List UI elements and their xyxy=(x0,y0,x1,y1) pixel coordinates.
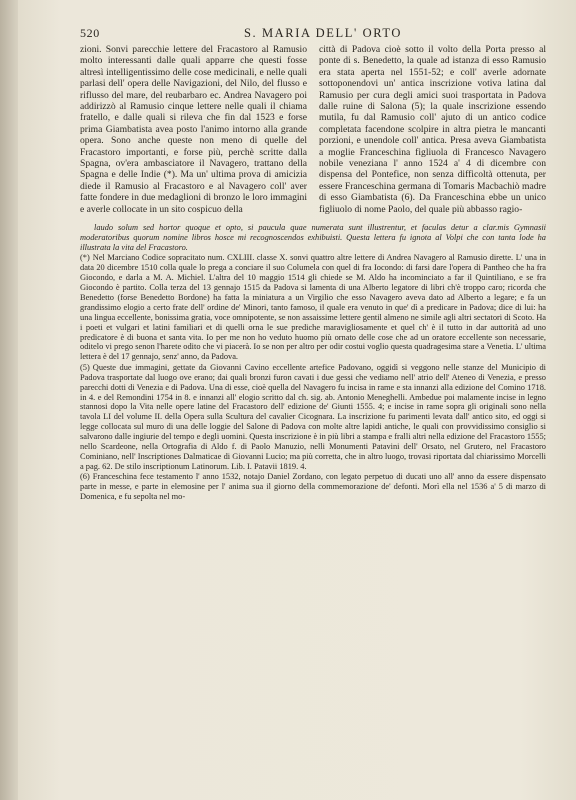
footnote-marker: (6) xyxy=(80,472,90,482)
footnote-5 xyxy=(80,363,546,472)
running-title: S. MARIA DELL' ORTO xyxy=(243,26,403,40)
footnote-6 xyxy=(80,472,546,502)
footnote-star xyxy=(80,253,546,362)
left-column-text: zioni. Sonvi parecchie lettere del Fracastoro al Ramusio molto interessanti dalle quali apparre che questi fosse altresì intelligentissimo delle cose medicinali, e nelle quali parlasi dell' opera delle Navigazioni, del Nilo, del flusso e riflusso del mare, del reubarbaro ec. Andrea Navagero poi addirizzò al Ramusio cinque lettere nelle quali il chiama fratello, e dalle quali si rileva che fin dal 1523 e forse prima Giambatista avea posto l'animo intorno alla grande opera. Sono anche queste non meno di quelle del Fracastoro importanti, e forse più, perchè scritte dalla Spagna, ov'era ambasciatore il Navagero, trattano della Spagna e delle Indie (*). Ma un' ultima prova di amicizia diede il Ramusio al Fracastoro e al Navagero coll' aver fatte fondere in due medaglioni di bronzo le loro immagini e averle collocate in un sito cospicuo della xyxy=(80,44,307,215)
footnote-continuation: laudo solum sed hortor quoque et opto, si paucula quae numerata sunt illustrentur, et faculas detur a clar.mis Gymnasii moderatoribus quorum nomine libros hosce mi recognoscendos exhibuisti. Questa lettera fu ignota al Volpi che con tanta lode ha illustrata la vita del Fracastoro. xyxy=(80,223,546,252)
page-header xyxy=(80,26,546,41)
main-text-columns xyxy=(80,44,546,215)
page-number: 520 xyxy=(80,26,100,40)
footnote-marker: (*) xyxy=(80,253,90,263)
right-column xyxy=(319,44,546,215)
left-column xyxy=(80,44,307,215)
footnotes xyxy=(80,223,546,502)
footnote-text: Nel Marciano Codice sopracitato num. CXLIII. classe X. sonvi quattro altre lettere di Andrea Navagero al Ramusio dirette. L' una in data 20 dicembre 1510 colla quale lo prega a conciare il suo Columela con quel di fra Iocondo: di farsi dare l'opera di Pantheo che ha fra Giocondo, e darla a M. A. Michiel. L'altra del 10 maggio 1514 gli chiede se M. Aldo ha incominciato a far il Quintiliano, e se fra Giocondo è partito. Colla terza del 13 gennajo 1515 da Padova si lamenta di una Alberto legatore di libri ch'è troppo caro; ricorda che Benedetto (forse Benedetto Bordone) ha fatta la miniatura a un Virgilio che esso Navagero aveva dato ad Alberto a legare; e fa un grandissimo elogio a certo frate dell' ordine de' Minori, tanto famoso, il quale era venuto in que' dì a predicare in Padova; dice di lui: ha una lingua eccellente, bonissima gratia, voce omnipotente, se non assaissime lettere gentil almeno ne simile agli altri sectatori di Scoto. Ha i poeti et vulgari et latini familiari et di quelli orna le sue prediche maravigliosamente et quel ch' è il tutto in dar auttorità ad uno predicatore è di buona et santa vita. Io per me non ho veduto huomo più ornato delle cose che ad un oratore eccellente son necessarie, oditelo vi prego senon l'harete odito che vi piacerà. Io se non per altro per odir costui voglio questa quadragesima stare a Venetia. L' ultima lettera è del 17 gennajo, senz' anno, da Padova. xyxy=(80,253,546,362)
book-spine-shadow xyxy=(0,0,18,800)
footnote-marker: (5) xyxy=(80,362,90,372)
footnote-text: Queste due immagini, gettate da Giovanni Cavino eccellente artefice Padovano, oggidì si veggono nelle stanze del Municipio di Padova trasportate dal luogo ove erano; dai quali bronzi furon cavati i due gessi che vediamo nell' atrio dell' Ateneo di Venezia, e presso parecchi dotti di Venezia e di Padova. Una di esse, cioè quella del Navagero fu incisa in rame e sta innanzi alla edizione del Comino 1718. in 4. e del Remondini 1754 in 8. e innanzi all' elogio scritto dal ch. sig. ab. Antonio Meneghelli. Ambedue poi malamente incise in legno stannosi dopo la Vita nelle opere latine del Fracastoro dell' edizione de' Giunti 1555. 4; e incise in rame sopra gli originali sono nella tavola LI del volume II. della Opera sulla Scultura del cavalier Cicognara. La inscrizione fu parimenti levata dall' antico sito, ed oggi si legge collocata sul muro di una delle loggie del Salone di Padova con molte altre lapidi antiche, le quali con provvidissimo consiglio si salvarono dalle ingiurie del tempo e degli uomini. Questa inscrizione è in più libri a stampa e fralli altri nella edizione del Fracastoro 1555; nello Scardeone, nella Ortografia di Aldo f. di Paolo Manuzio, nelli Monumenti Patavini dell' Orsato, nel Grutero, nel Fracastoro Cominiano, nell' Inscriptiones Dalmaticae di Giovanni Lucio; ma più corretta, che in altro luogo, trovasi riportata dal chiarissimo Morcelli a pag. 62. De stilo inscriptionum Latinorum. Lib. I. Patavii 1819. 4. xyxy=(80,362,546,471)
footnote-text: Franceschina fece testamento l' anno 1532, notajo Daniel Zordano, con legato perpetuo di ducati uno all' anno da essere dispensato parte in messe, e parte in elemosine per l' anima sua il giorno della commemorazione de' defonti. Morì ella nel 1536 a' 5 di marzo di Domenica, e fu sepolta nel mo- xyxy=(80,472,546,502)
right-column-text: città di Padova cioè sotto il volto della Porta presso al ponte di s. Benedetto, la quale ad istanza di esso Ramusio era stata aperta nel 1551-52; e coll' averle adornate sottoponendovi un' antica inscrizione votiva latina dal Ramusio per cura degli amici suoi trasportata in Padova dalle ruine di Salona (5); la quale inscrizione essendo mutila, fu dal Ramusio coll' ajuto di un antico codice completata facendone scolpire in altra pietra le mancanti porzioni, e unendole coll' antica. Presa aveva Giambatista a moglie Franceschina figliuola di Francesco Navagero nobile veneziana l' anno 1524 a' 4 di dicembre con dispensa del Pontefice, non senza difficoltà ottenuta, per essere Franceschina germana di Tomaris Macbachiò madre di esso Giambatista (6). Da Franceschina ebbe un unico figliuolo di nome Paolo, del quale più abbasso ragio- xyxy=(319,44,546,215)
